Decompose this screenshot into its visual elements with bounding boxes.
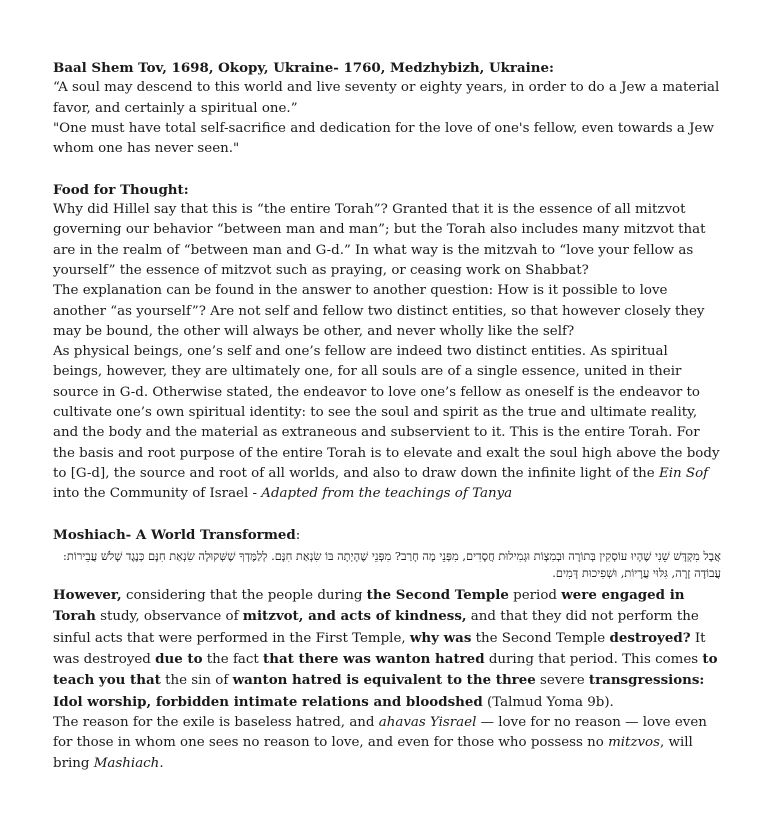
bold-text: to teach you that <box>53 651 718 689</box>
body-text: during that period. This comes <box>484 652 703 668</box>
heading-colon: : <box>295 527 301 543</box>
body-text: As physical beings, one’s self and one’s fellow are indeed two distinct entities. As spiritual beings, however, they are ultimately one, for all souls are of a single essence, united in their source in G-d. Otherwise stated, the endeavor to love one’s fellow as oneself is the endeavor to cultivate one’s own spiritual identity: to see the soul and spirit as the true and ultimate reality, and the body and the material as extraneous and subservient to it. This is the entire Torah. For the basis and root purpose of the entire Torah is to elevate and exalt the soul high above the body to [G-d], the source and root of all worlds, and also to draw down the infinite light of the <box>53 344 720 481</box>
body-text: considering that the people during <box>121 588 367 604</box>
italic-term: mitzvos <box>608 735 660 751</box>
bold-text: why was <box>409 629 472 646</box>
source-citation: Adapted from the teachings of Tanya <box>261 486 513 502</box>
bold-text: destroyed? <box>609 629 691 646</box>
bold-text: the Second Temple <box>366 587 509 604</box>
body-text: . <box>159 755 164 771</box>
body-text: and that they did not perform the sinful acts that were performed in the First Temple, <box>53 609 699 646</box>
baal-shem-tov-section <box>53 58 721 159</box>
bold-text: transgressions: Idol worship, forbidden intimate relations and bloodshed <box>53 672 705 710</box>
body-text: severe <box>535 673 589 689</box>
bold-text: However, <box>53 587 122 604</box>
section-heading: Food for Thought: <box>53 181 189 198</box>
moshiach-section <box>53 525 721 774</box>
italic-term: Ein Sof <box>658 465 709 481</box>
section-heading <box>53 525 721 546</box>
hebrew-quote: אֲבָל מִקְדָּשׁ שֵׁנִי שֶׁהָיוּ עוֹסְקִין בְּתוֹרָה וּבְמִצְוֹת וּגְמִילוּת חֲסָדִים, מִפְּנֵי מָה חָרַב? מִפְּנֵי שֶׁהָיְתָה בּוֹ שִׂנְאַת חִנָּם. לְלַמֶּדְךָ שֶׁשְּׁקוּלָה שִׂנְאַת חִנָּם כְּנֶגֶד שָׁלֹשׁ עֲבֵירוֹת: עֲבוֹדָה זָרָה, גִּלּוּי עֲרָיוֹת, וּשְׁפִיכוּת דָּמִים. <box>63 549 721 581</box>
bold-text: were engaged in Torah <box>53 587 685 625</box>
body-text: The reason for the exile is baseless hatred, and <box>53 714 379 730</box>
italic-term: ahavas Yisrael <box>378 714 477 730</box>
body-text: It was destroyed <box>53 630 706 668</box>
body-text: period <box>508 588 562 604</box>
italic-term: Mashiach <box>93 755 160 771</box>
bold-text: wanton hatred is equivalent to the three <box>232 672 536 689</box>
food-for-thought-section <box>53 180 721 505</box>
document-page <box>53 58 721 774</box>
body-paragraph <box>53 342 721 504</box>
body-paragraph <box>53 713 721 774</box>
section-heading-text: Moshiach- A World Transformed <box>53 526 296 543</box>
body-text: study, observance of <box>95 609 243 625</box>
body-text: the sin of <box>160 673 233 689</box>
quote-paragraph: "One must have total self-sacrifice and dedication for the love of one's fellow, even towards a Jew whom one has never seen." <box>53 120 714 157</box>
body-text: the fact <box>202 652 264 668</box>
body-paragraph <box>53 585 721 713</box>
body-paragraph: The explanation can be found in the answer to another question: How is it possible to love another “as yourself”? Are not self and fellow two distinct entities, so that however closely they may be bound, the other will always be other, and never wholly like the self? <box>53 283 705 339</box>
section-heading: Baal Shem Tov, 1698, Okopy, Ukraine- 1760, Medzhybizh, Ukraine: <box>53 60 554 76</box>
body-text: the Second Temple <box>471 630 610 646</box>
body-text: into the Community of Israel - <box>53 486 262 502</box>
body-paragraph: Why did Hillel say that this is “the entire Torah”? Granted that it is the essence of all mitzvot governing our behavior “between man and man”; but the Torah also includes many mitzvot that are in the realm of “between man and G-d.” In what way is the mitzvah to “love your fellow as yourself” the essence of mitzvot such as praying, or ceasing work on Shabbat? <box>53 202 706 278</box>
quote-paragraph: “A soul may descend to this world and live seventy or eighty years, in order to do a Jew a material favor, and certainly a spiritual one.” <box>53 80 720 116</box>
bold-text: mitzvot, and acts of kindness, <box>242 608 467 625</box>
bold-text: due to <box>155 651 203 668</box>
body-text: , will bring <box>53 735 693 771</box>
bold-text: that there was wanton hatred <box>263 651 485 668</box>
body-text: — love for no reason — love even for those in whom one sees no reason to love, and even for those who possess no <box>53 714 707 751</box>
body-text: (Talmud Yoma 9b). <box>482 694 614 710</box>
